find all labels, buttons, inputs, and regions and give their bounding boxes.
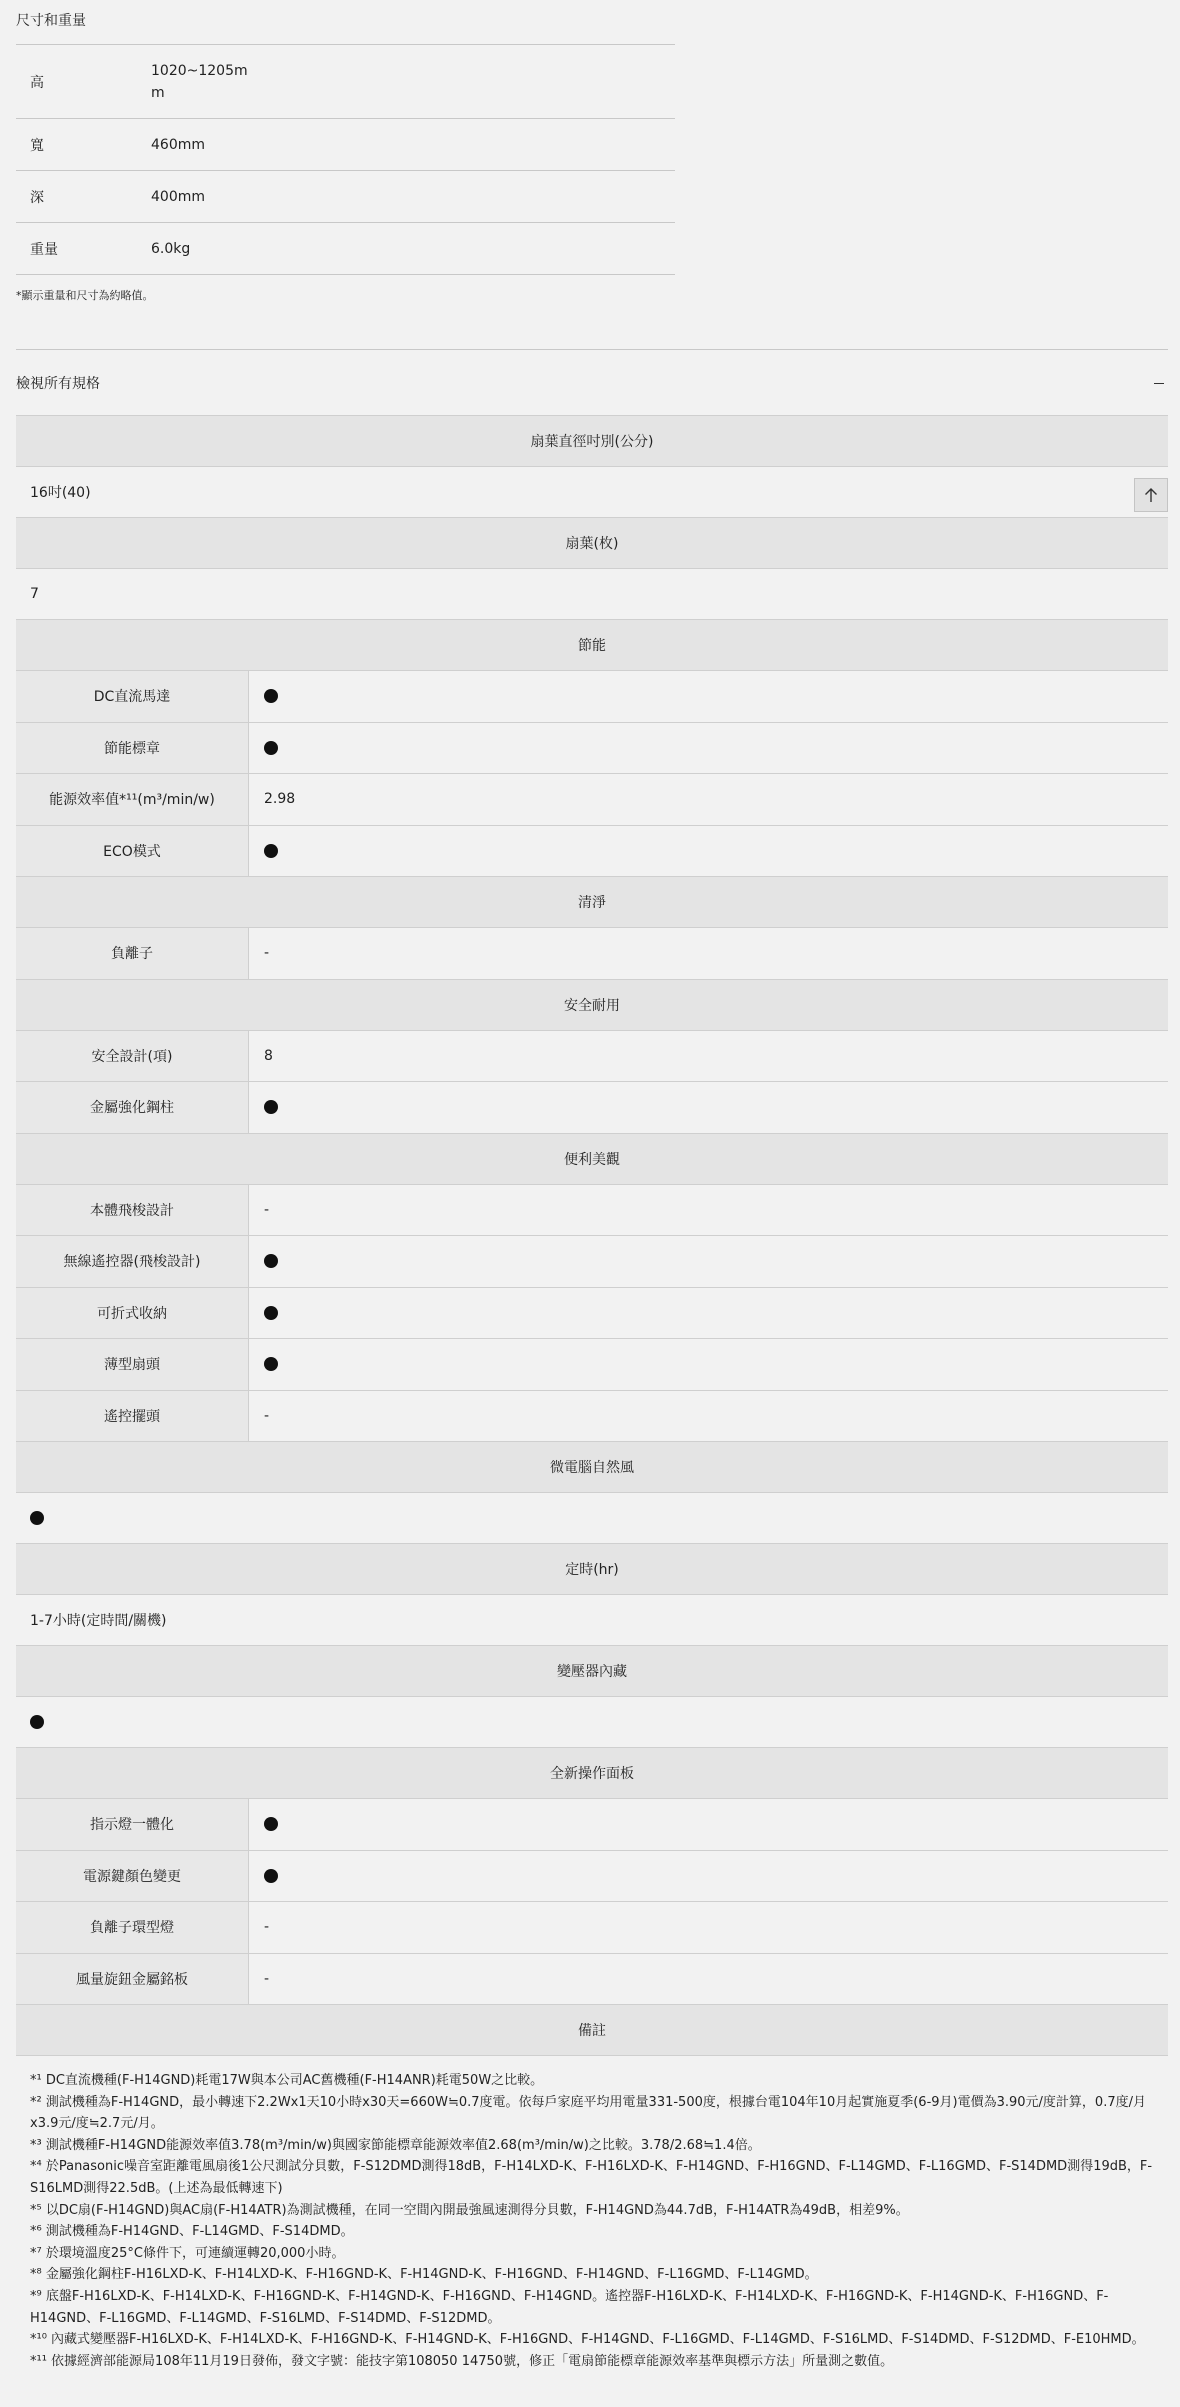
spec-header [16,1134,1168,1185]
spec-full-row [16,467,1168,518]
dimension-value: 400mm [151,188,205,205]
spec-header-label: 節能 [578,638,606,654]
dimensions-title: 尺寸和重量 [16,13,86,29]
spec-header [16,2005,1168,2056]
spec-header [16,518,1168,569]
filled-circle-icon [264,1869,278,1883]
filled-circle-icon [264,1817,278,1831]
spec-header-label: 清淨 [578,895,606,911]
footnote: *⁷ 於環境溫度25°C條件下，可連續運轉20,000小時。 [30,2245,345,2261]
dimension-value: 1020~1205mm [151,62,248,101]
dimension-label: 深 [30,189,44,206]
footnote: *¹¹ 依據經濟部能源局108年11月19日發佈，發文字號：能技字第108050 14750號，修正「電扇節能標章能源效率基準與標示方法」所量測之數值。 [30,2353,894,2369]
footnotes [16,2056,1168,2372]
footnote: *¹⁰ 內藏式變壓器F-H16LXD-K、F-H14LXD-K、F-H16GND-K、F-H14GND-K、F-H16GND、F-H14GND、F-L16GMD、F-L14GMD、F-S16LMD、F-S14DMD、F-S12DMD、F-E10HMD。 [30,2332,1145,2348]
filled-circle-icon [264,1357,278,1371]
spec-value: - [264,1407,270,1424]
spec-label: 遙控擺頭 [16,1391,249,1442]
spec-value: 1-7小時(定時間/關機) [30,1613,167,1629]
spec-row [16,1288,1168,1340]
spec-full-row [16,1595,1168,1646]
spec-value: 2.98 [264,791,296,808]
spec-header [16,980,1168,1031]
spec-label: 薄型扇頭 [16,1339,249,1390]
dimension-row-height [16,45,675,119]
filled-circle-icon [264,689,278,703]
section-divider [16,349,1168,350]
filled-circle-icon [264,1306,278,1320]
collapse-minus-icon[interactable] [1154,383,1164,384]
spec-label: ECO模式 [16,826,249,877]
spec-value: - [264,1970,270,1987]
spec-row [16,774,1168,826]
footnote: *⁴ 於Panasonic噪音室距離電風扇後1公尺測試分貝數，F-S12DMD測得18dB，F-H14LXD-K、F-H16LXD-K、F-H14GND、F-H16GND、F-L14GMD、F-L16GMD、F-S14DMD測得19dB，F-S16LMD測得22.5dB。(上述為最低轉速下) [30,2159,1153,2196]
view-all-specs-toggle[interactable] [16,373,1168,393]
spec-value: 16吋(40) [30,485,91,501]
dimension-row-weight [16,223,675,275]
spec-label: 節能標章 [16,723,249,774]
spec-header-label: 便利美觀 [564,1151,620,1168]
spec-full-row [16,1697,1168,1748]
spec-value: - [264,1201,270,1218]
spec-label: 指示燈一體化 [16,1799,249,1850]
spec-label: 可折式收納 [16,1288,249,1339]
spec-row [16,1902,1168,1954]
spec-header-label: 全新操作面板 [550,1766,634,1782]
spec-header [16,877,1168,928]
spec-value: 8 [264,1047,273,1064]
dimension-label: 寬 [30,137,44,154]
spec-row [16,1236,1168,1288]
spec-value: 7 [30,586,39,602]
spec-row [16,826,1168,878]
spec-table [16,415,1168,2372]
spec-row [16,1082,1168,1134]
spec-row [16,1954,1168,2006]
spec-label: 無線遙控器(飛梭設計) [16,1236,249,1287]
spec-row [16,1391,1168,1443]
spec-label: DC直流馬達 [16,671,249,722]
spec-header [16,1544,1168,1595]
spec-header-label: 備註 [578,2023,606,2039]
filled-circle-icon [30,1511,44,1525]
spec-header-label: 變壓器內藏 [557,1664,627,1680]
spec-label: 安全設計(項) [16,1031,249,1082]
filled-circle-icon [30,1715,44,1729]
spec-header [16,416,1168,467]
dimensions-note: *顯示重量和尺寸為約略值。 [16,289,154,302]
spec-label: 電源鍵顏色變更 [16,1851,249,1902]
filled-circle-icon [264,844,278,858]
filled-circle-icon [264,741,278,755]
spec-row [16,1799,1168,1851]
dimension-value: 460mm [151,136,205,153]
dimension-label: 高 [30,74,44,91]
spec-header-label: 扇葉(枚) [565,536,619,552]
spec-row [16,1031,1168,1083]
spec-row [16,723,1168,775]
spec-row [16,671,1168,723]
spec-header-label: 微電腦自然風 [550,1460,634,1476]
spec-label: 本體飛梭設計 [16,1185,249,1236]
dimensions-table [16,44,675,275]
spec-full-row [16,1493,1168,1544]
dimension-row-depth [16,171,675,223]
dimension-row-width [16,119,675,171]
scroll-to-top-button[interactable] [1134,478,1168,512]
spec-label: 負離子環型燈 [16,1902,249,1953]
spec-header [16,620,1168,671]
spec-header [16,1748,1168,1799]
spec-value: - [264,1919,270,1936]
footnote: *⁸ 金屬強化鋼柱F-H16LXD-K、F-H14LXD-K、F-H16GND-K、F-H14GND-K、F-H16GND、F-H14GND、F-L16GMD、F-L14GMD。 [30,2267,818,2283]
spec-row [16,1339,1168,1391]
filled-circle-icon [264,1254,278,1268]
dimension-label: 重量 [30,241,58,258]
spec-label: 負離子 [16,928,249,979]
spec-row [16,928,1168,980]
spec-full-row [16,569,1168,620]
footnote: *³ 測試機種F-H14GND能源效率值3.78(m³/min/w)與國家節能標章能源效率值2.68(m³/min/w)之比較。3.78/2.68≒1.4倍。 [30,2137,761,2153]
spec-value: - [264,945,270,962]
spec-label: 風量旋鈕金屬銘板 [16,1954,249,2005]
spec-label: 金屬強化鋼柱 [16,1082,249,1133]
footnote: *¹ DC直流機種(F-H14GND)耗電17W與本公司AC舊機種(F-H14ANR)耗電50W之比較。 [30,2073,544,2088]
spec-header-label: 安全耐用 [564,997,620,1014]
view-all-specs-label: 檢視所有規格 [16,376,100,392]
dimension-value: 6.0kg [151,240,191,257]
spec-row [16,1851,1168,1903]
spec-header [16,1646,1168,1697]
spec-label: 能源效率值*¹¹(m³/min/w) [16,774,249,825]
spec-header-label: 扇葉直徑吋別(公分) [530,434,654,450]
spec-header [16,1442,1168,1493]
arrow-up-icon [1142,486,1160,504]
footnote: *⁶ 測試機種為F-H14GND、F-L14GMD、F-S14DMD。 [30,2224,354,2240]
spec-header-label: 定時(hr) [565,1562,619,1578]
spec-row [16,1185,1168,1237]
footnote: *⁵ 以DC扇(F-H14GND)與AC扇(F-H14ATR)為測試機種，在同一空間內開最強風速測得分貝數，F-H14GND為44.7dB，F-H14ATR為49dB，相差9%。 [30,2202,909,2218]
footnote: *² 測試機種為F-H14GND，最小轉速下2.2Wx1天10小時x30天=660W≒0.7度電。依每戶家庭平均用電量331-500度，根據台電104年10月起實施夏季(6-9月)電價為3.90元/度計算，0.7度/月x3.9元/度≒2.7元/月。 [30,2094,1146,2132]
filled-circle-icon [264,1100,278,1114]
footnote: *⁹ 底盤F-H16LXD-K、F-H14LXD-K、F-H16GND-K、F-H14GND-K、F-H16GND、F-H14GND。遙控器F-H16LXD-K、F-H14LXD-K、F-H16GND-K、F-H14GND-K、F-H16GND、F-H14GND、F-L16GMD、F-L14GMD、F-S16LMD、F-S14DMD、F-S12DMD。 [30,2288,1109,2326]
